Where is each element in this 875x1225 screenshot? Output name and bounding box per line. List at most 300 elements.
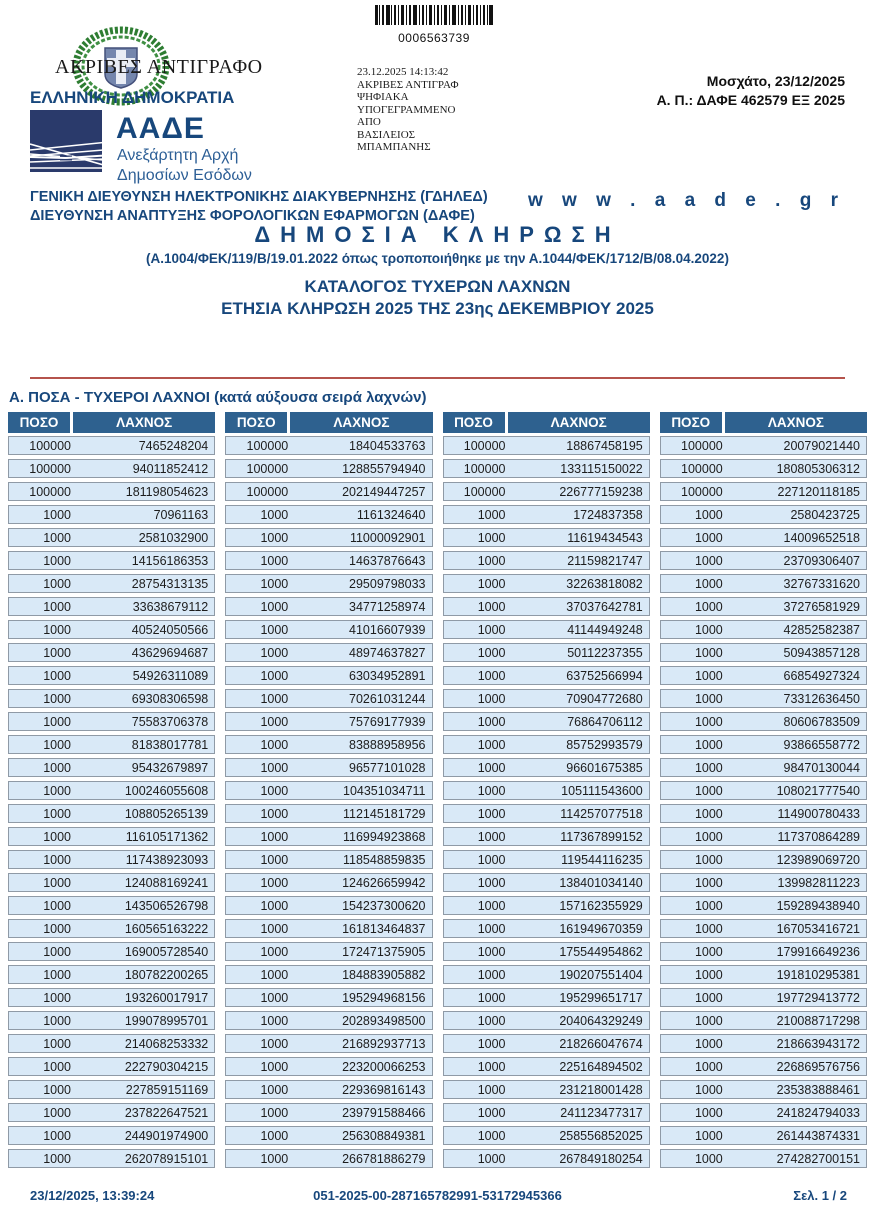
amount-value: 1000 — [477, 576, 506, 591]
amount-value: 1000 — [477, 990, 506, 1005]
lottery-number-value: 123989069720 — [776, 852, 860, 867]
lottery-number-value: 32767331620 — [783, 576, 860, 591]
table-cell-group — [443, 873, 650, 892]
amount-value: 100000 — [463, 461, 506, 476]
amount-value: 100000 — [681, 461, 723, 476]
lottery-number-value: 94011852412 — [132, 461, 209, 476]
column-header-lachnos: ΛΑΧΝΟΣ — [290, 412, 432, 433]
amount-value: 1000 — [694, 875, 723, 890]
lottery-number-value: 34771258974 — [349, 599, 426, 614]
amount-value: 1000 — [694, 1036, 723, 1051]
signature-line: ΒΑΣΙΛΕΙΟΣ — [357, 128, 416, 141]
table-cell-group — [660, 804, 867, 823]
amount-value: 1000 — [260, 1036, 289, 1051]
table-cell-group — [443, 1057, 650, 1076]
table-cell-group — [660, 574, 867, 593]
amount-value: 1000 — [477, 783, 506, 798]
table-cell-group — [225, 896, 432, 915]
table-cell-group — [443, 597, 650, 616]
table-cell-group — [8, 1126, 215, 1145]
lottery-number-value: 181198054623 — [125, 484, 209, 499]
amount-value: 100000 — [463, 484, 506, 499]
amount-value: 1000 — [260, 576, 289, 591]
amount-value: 1000 — [477, 1036, 506, 1051]
lottery-number-value: 210088717298 — [776, 1013, 860, 1028]
table-cell-group — [8, 712, 215, 731]
lottery-number-value: 139982811223 — [777, 875, 860, 890]
amount-value: 1000 — [477, 760, 506, 775]
table-cell-group — [8, 850, 215, 869]
table-cell-group — [443, 620, 650, 639]
table-cell-group — [443, 804, 650, 823]
amount-value: 1000 — [260, 852, 289, 867]
amount-value: 1000 — [260, 829, 289, 844]
lottery-number-value: 160565163222 — [124, 921, 209, 936]
table-cell-group — [8, 758, 215, 777]
lottery-number-value: 76864706112 — [567, 714, 643, 729]
law-reference: (Α.1004/ΦΕΚ/119/Β/19.01.2022 όπως τροποποιήθηκε με την Α.1044/ΦΕΚ/1712/Β/08.04.2022) — [146, 251, 729, 266]
amount-value: 1000 — [260, 530, 289, 545]
stamp-text: ΑΚΡΙΒΕΣ ΑΝΤΙΓΡΑΦΟ — [55, 56, 263, 78]
table-cell-group — [225, 735, 432, 754]
table-cell-group — [443, 1034, 650, 1053]
lottery-number-value: 96601675385 — [566, 760, 643, 775]
table-cell-group — [225, 1103, 432, 1122]
amount-value: 1000 — [477, 1151, 506, 1166]
table-cell-group — [225, 850, 432, 869]
lottery-number-value: 190207551404 — [559, 967, 643, 982]
table-cell-group — [225, 758, 432, 777]
table-row — [8, 850, 867, 869]
table-cell-group — [8, 896, 215, 915]
lottery-number-value: 199078995701 — [124, 1013, 209, 1028]
amount-value: 1000 — [477, 967, 506, 982]
amount-value: 100000 — [246, 438, 289, 453]
table-row — [8, 735, 867, 754]
table-cell-group — [660, 459, 867, 478]
table-cell-group — [443, 781, 650, 800]
table-row — [8, 942, 867, 961]
lottery-number-value: 117367899152 — [560, 829, 643, 844]
amount-value: 1000 — [43, 622, 71, 637]
amount-value: 1000 — [260, 1105, 289, 1120]
table-row — [8, 459, 867, 478]
lottery-number-value: 1724837358 — [573, 507, 643, 522]
table-cell-group — [660, 1149, 867, 1168]
table-cell-group — [660, 1011, 867, 1030]
table-cell-group — [443, 896, 650, 915]
lottery-number-value: 70961163 — [153, 507, 209, 522]
barcode-block — [372, 5, 496, 45]
table-cell-group — [443, 666, 650, 685]
amount-value: 1000 — [43, 921, 71, 936]
column-header-lachnos: ΛΑΧΝΟΣ — [73, 412, 215, 433]
lottery-number-value: 43629694687 — [131, 645, 209, 660]
table-cell-group — [443, 528, 650, 547]
lottery-number-value: 195294968156 — [342, 990, 426, 1005]
lottery-number-value: 81838017781 — [131, 737, 209, 752]
lottery-number-value: 11000092901 — [349, 530, 426, 545]
lottery-number-value: 117370864289 — [777, 829, 860, 844]
amount-value: 1000 — [694, 1082, 723, 1097]
amount-value: 1000 — [43, 967, 71, 982]
amount-value: 1000 — [694, 898, 723, 913]
table-row — [8, 896, 867, 915]
lottery-number-value: 66854927324 — [783, 668, 860, 683]
lottery-number-value: 98470130044 — [783, 760, 860, 775]
lottery-number-value: 108805265139 — [124, 806, 209, 821]
lottery-number-value: 197729413772 — [776, 990, 860, 1005]
amount-value: 1000 — [260, 507, 289, 522]
aade-subtitle-line2: Δημοσίων Εσόδων — [117, 167, 252, 184]
table-cell-group — [443, 482, 650, 501]
table-row — [8, 873, 867, 892]
table-cell-group — [8, 528, 215, 547]
table-cell-group — [225, 666, 432, 685]
lottery-number-value: 50943857128 — [783, 645, 860, 660]
department-line1: ΓΕΝΙΚΗ ΔΙΕΥΘΥΝΣΗ ΗΛΕΚΤΡΟΝΙΚΗΣ ΔΙΑΚΥΒΕΡΝΗΣΗΣ (ΓΔΗΛΕΔ) — [30, 189, 488, 205]
table-row — [8, 597, 867, 616]
table-cell-group — [225, 919, 432, 938]
lottery-number-value: 191810295381 — [776, 967, 860, 982]
amount-value: 1000 — [477, 921, 506, 936]
table-row — [8, 1103, 867, 1122]
catalog-title: ΚΑΤΑΛΟΓΟΣ ΤΥΧΕΡΩΝ ΛΑΧΝΩΝ — [304, 277, 571, 296]
table-row — [8, 620, 867, 639]
amount-value: 1000 — [260, 714, 289, 729]
lottery-number-value: 29509798033 — [349, 576, 426, 591]
draw-title: ΕΤΗΣΙΑ ΚΛΗΡΩΣΗ 2025 ΤΗΣ 23ης ΔΕΚΕΜΒΡΙΟΥ 2025 — [221, 299, 654, 318]
amount-value: 1000 — [477, 1059, 506, 1074]
lottery-number-value: 266781886279 — [342, 1151, 426, 1166]
lottery-number-value: 226777159238 — [559, 484, 643, 499]
table-row — [8, 988, 867, 1007]
lottery-number-value: 83888958956 — [349, 737, 426, 752]
table-cell-group — [8, 781, 215, 800]
table-row — [8, 804, 867, 823]
amount-value: 1000 — [43, 829, 71, 844]
table-cell-group — [660, 781, 867, 800]
table-row — [8, 1011, 867, 1030]
table-cell-group — [8, 827, 215, 846]
table-cell-group — [660, 919, 867, 938]
amount-value: 1000 — [43, 898, 71, 913]
amount-value: 100000 — [246, 484, 289, 499]
table-cell-group — [443, 1103, 650, 1122]
lottery-number-value: 14009652518 — [783, 530, 860, 545]
column-header-poso: ΠΟΣΟ — [660, 412, 722, 433]
amount-value: 1000 — [260, 1128, 289, 1143]
signature-line: ΨΗΦΙΑΚΑ — [357, 91, 409, 103]
amount-value: 1000 — [260, 645, 289, 660]
amount-value: 1000 — [477, 1013, 506, 1028]
lottery-number-value: 244901974900 — [124, 1128, 209, 1143]
amount-value: 1000 — [477, 737, 506, 752]
table-header-group — [443, 412, 650, 433]
table-row — [8, 551, 867, 570]
lottery-number-value: 33638679112 — [132, 599, 209, 614]
table-cell-group — [8, 689, 215, 708]
amount-value: 1000 — [260, 806, 289, 821]
amount-value: 1000 — [43, 806, 71, 821]
lottery-number-value: 179916649236 — [776, 944, 860, 959]
amount-value: 100000 — [463, 438, 506, 453]
place-date: Μοσχάτο, 23/12/2025 — [706, 73, 845, 89]
amount-value: 1000 — [477, 875, 506, 890]
lottery-number-value: 175544954862 — [559, 944, 643, 959]
lottery-number-value: 48974637827 — [349, 645, 426, 660]
table-cell-group — [660, 1057, 867, 1076]
amount-value: 1000 — [43, 1151, 71, 1166]
amount-value: 1000 — [260, 898, 289, 913]
table-cell-group — [225, 1057, 432, 1076]
amount-value: 1000 — [43, 783, 71, 798]
lottery-number-value: 18867458195 — [566, 438, 643, 453]
table-cell-group — [660, 1103, 867, 1122]
lottery-number-value: 20079021440 — [783, 438, 860, 453]
amount-value: 1000 — [694, 990, 723, 1005]
lottery-number-value: 138401034140 — [559, 875, 643, 890]
amount-value: 1000 — [260, 737, 289, 752]
lottery-number-value: 2580423725 — [790, 507, 860, 522]
lottery-number-value: 143506526798 — [124, 898, 209, 913]
table-cell-group — [8, 482, 215, 501]
table-cell-group — [225, 436, 432, 455]
amount-value: 100000 — [29, 484, 71, 499]
table-cell-group — [443, 942, 650, 961]
lottery-number-value: 237822647521 — [124, 1105, 209, 1120]
lottery-number-value: 133115150022 — [560, 461, 643, 476]
table-cell-group — [225, 505, 432, 524]
footer-page-number: Σελ. 1 / 2 — [793, 1188, 847, 1203]
table-cell-group — [8, 919, 215, 938]
signature-line: ΜΠΑΜΠΑΝΗΣ — [357, 141, 431, 153]
amount-value: 1000 — [694, 967, 723, 982]
table-row — [8, 1149, 867, 1168]
table-cell-group — [443, 1011, 650, 1030]
digital-signature-block — [357, 66, 497, 154]
barcode-number: 0006563739 — [398, 31, 470, 45]
lottery-number-value: 231218001428 — [559, 1082, 643, 1097]
republic-title: ΕΛΛΗΝΙΚΗ ΔΗΜΟΚΡΑΤΙΑ — [30, 88, 235, 107]
table-cell-group — [660, 965, 867, 984]
column-header-lachnos: ΛΑΧΝΟΣ — [725, 412, 867, 433]
table-cell-group — [225, 1126, 432, 1145]
aade-logo-icon — [30, 110, 130, 174]
amount-value: 1000 — [43, 645, 71, 660]
lottery-number-value: 63752566994 — [566, 668, 643, 683]
table-row — [8, 965, 867, 984]
amount-value: 1000 — [43, 990, 71, 1005]
amount-value: 1000 — [694, 691, 723, 706]
table-body — [8, 436, 867, 1168]
amount-value: 1000 — [694, 1013, 723, 1028]
table-cell-group — [225, 1011, 432, 1030]
table-cell-group — [225, 597, 432, 616]
table-cell-group — [443, 712, 650, 731]
table-cell-group — [660, 827, 867, 846]
table-row — [8, 505, 867, 524]
table-cell-group — [660, 505, 867, 524]
website-text: w w w . a a d e . g r — [528, 190, 845, 211]
lottery-number-value: 274282700151 — [776, 1151, 860, 1166]
column-header-poso: ΠΟΣΟ — [225, 412, 287, 433]
table-cell-group — [660, 712, 867, 731]
aade-acronym: ΑΑΔΕ — [116, 112, 205, 145]
lottery-number-value: 41016607939 — [349, 622, 426, 637]
lottery-number-value: 117438923093 — [125, 852, 209, 867]
table-cell-group — [660, 1080, 867, 1099]
table-cell-group — [443, 988, 650, 1007]
amount-value: 100000 — [681, 438, 723, 453]
table-cell-group — [8, 1103, 215, 1122]
amount-value: 1000 — [694, 944, 723, 959]
amount-value: 1000 — [694, 1059, 723, 1074]
amount-value: 1000 — [43, 852, 71, 867]
lottery-number-value: 222790304215 — [124, 1059, 209, 1074]
amount-value: 1000 — [694, 737, 723, 752]
column-header-poso: ΠΟΣΟ — [443, 412, 505, 433]
lottery-number-value: 241123477317 — [560, 1105, 643, 1120]
amount-value: 1000 — [477, 645, 506, 660]
amount-value: 100000 — [29, 461, 71, 476]
amount-value: 1000 — [43, 875, 71, 890]
amount-value: 1000 — [477, 691, 506, 706]
table-cell-group — [225, 574, 432, 593]
table-cell-group — [443, 965, 650, 984]
table-row — [8, 1057, 867, 1076]
lottery-number-value: 261443874331 — [776, 1128, 860, 1143]
amount-value: 1000 — [43, 668, 71, 683]
amount-value: 1000 — [694, 507, 723, 522]
lottery-number-value: 96577101028 — [349, 760, 426, 775]
lottery-number-value: 172471375905 — [342, 944, 426, 959]
amount-value: 1000 — [43, 553, 71, 568]
lottery-number-value: 118548859835 — [343, 852, 426, 867]
place-date-protocol — [657, 72, 845, 110]
lottery-number-value: 227120118185 — [777, 484, 860, 499]
table-header-row — [8, 412, 867, 433]
table-cell-group — [443, 459, 650, 478]
amount-value: 1000 — [260, 668, 289, 683]
table-cell-group — [225, 482, 432, 501]
amount-value: 1000 — [43, 1128, 71, 1143]
lottery-number-value: 63034952891 — [349, 668, 426, 683]
table-cell-group — [8, 1034, 215, 1053]
table-cell-group — [660, 436, 867, 455]
table-cell-group — [8, 1080, 215, 1099]
amount-value: 1000 — [477, 622, 506, 637]
table-row — [8, 666, 867, 685]
table-cell-group — [443, 1126, 650, 1145]
amount-value: 1000 — [260, 944, 289, 959]
department-line2: ΔΙΕΥΘΥΝΣΗ ΑΝΑΠΤΥΞΗΣ ΦΟΡΟΛΟΓΙΚΩΝ ΕΦΑΡΜΟΓΩΝ (ΔΑΦΕ) — [30, 207, 475, 224]
lottery-number-value: 14637876643 — [349, 553, 426, 568]
table-cell-group — [225, 1080, 432, 1099]
table-header-group — [8, 412, 215, 433]
lottery-number-value: 216892937713 — [342, 1036, 426, 1051]
amount-value: 1000 — [43, 507, 71, 522]
lottery-number-value: 14156186353 — [131, 553, 209, 568]
lottery-number-value: 75583706378 — [131, 714, 209, 729]
lottery-number-value: 256308849381 — [342, 1128, 426, 1143]
lottery-number-value: 37276581929 — [783, 599, 860, 614]
amount-value: 1000 — [694, 576, 723, 591]
amount-value: 1000 — [260, 921, 289, 936]
table-cell-group — [8, 574, 215, 593]
winning-numbers-table — [8, 412, 867, 1172]
amount-value: 1000 — [694, 714, 723, 729]
table-row — [8, 1080, 867, 1099]
table-cell-group — [225, 781, 432, 800]
column-header-lachnos: ΛΑΧΝΟΣ — [508, 412, 650, 433]
amount-value: 1000 — [477, 530, 506, 545]
amount-value: 1000 — [477, 944, 506, 959]
table-cell-group — [8, 643, 215, 662]
column-header-poso: ΠΟΣΟ — [8, 412, 70, 433]
lottery-number-value: 50112237355 — [567, 645, 643, 660]
lottery-number-value: 128855794940 — [342, 461, 426, 476]
lottery-number-value: 195299651717 — [559, 990, 643, 1005]
amount-value: 1000 — [477, 806, 506, 821]
amount-value: 1000 — [43, 1059, 71, 1074]
lottery-number-value: 226869576756 — [776, 1059, 860, 1074]
table-row — [8, 1126, 867, 1145]
amount-value: 1000 — [477, 829, 506, 844]
amount-value: 1000 — [260, 599, 289, 614]
table-cell-group — [443, 919, 650, 938]
table-cell-group — [660, 643, 867, 662]
table-cell-group — [225, 643, 432, 662]
amount-value: 1000 — [43, 737, 71, 752]
lottery-number-value: 154237300620 — [342, 898, 426, 913]
amount-value: 1000 — [43, 599, 71, 614]
table-cell-group — [660, 873, 867, 892]
lottery-number-value: 7465248204 — [138, 438, 209, 453]
signature-line: 23.12.2025 14:13:42 — [357, 66, 449, 78]
amount-value: 1000 — [260, 1082, 289, 1097]
table-cell-group — [660, 758, 867, 777]
table-cell-group — [225, 689, 432, 708]
lottery-number-value: 1161324640 — [356, 507, 426, 522]
aade-subtitle-line1: Ανεξάρτητη Αρχή — [117, 147, 239, 164]
barcode-icon — [375, 5, 493, 25]
amount-value: 1000 — [694, 530, 723, 545]
table-cell-group — [225, 712, 432, 731]
lottery-number-value: 159289438940 — [776, 898, 860, 913]
lottery-number-value: 108021777540 — [776, 783, 860, 798]
table-row — [8, 758, 867, 777]
table-cell-group — [225, 551, 432, 570]
lottery-number-value: 70261031244 — [349, 691, 426, 706]
table-cell-group — [225, 528, 432, 547]
table-cell-group — [660, 988, 867, 1007]
amount-value: 100000 — [681, 484, 723, 499]
lottery-number-value: 214068253332 — [124, 1036, 209, 1051]
divider-rule — [30, 377, 845, 379]
lottery-number-value: 241824794033 — [776, 1105, 860, 1120]
table-row — [8, 436, 867, 455]
table-cell-group — [660, 482, 867, 501]
lottery-number-value: 104351034711 — [343, 783, 426, 798]
table-row — [8, 712, 867, 731]
lottery-number-value: 262078915101 — [124, 1151, 209, 1166]
table-cell-group — [8, 1057, 215, 1076]
table-cell-group — [660, 551, 867, 570]
table-cell-group — [225, 1034, 432, 1053]
table-header-group — [225, 412, 432, 433]
table-cell-group — [225, 942, 432, 961]
